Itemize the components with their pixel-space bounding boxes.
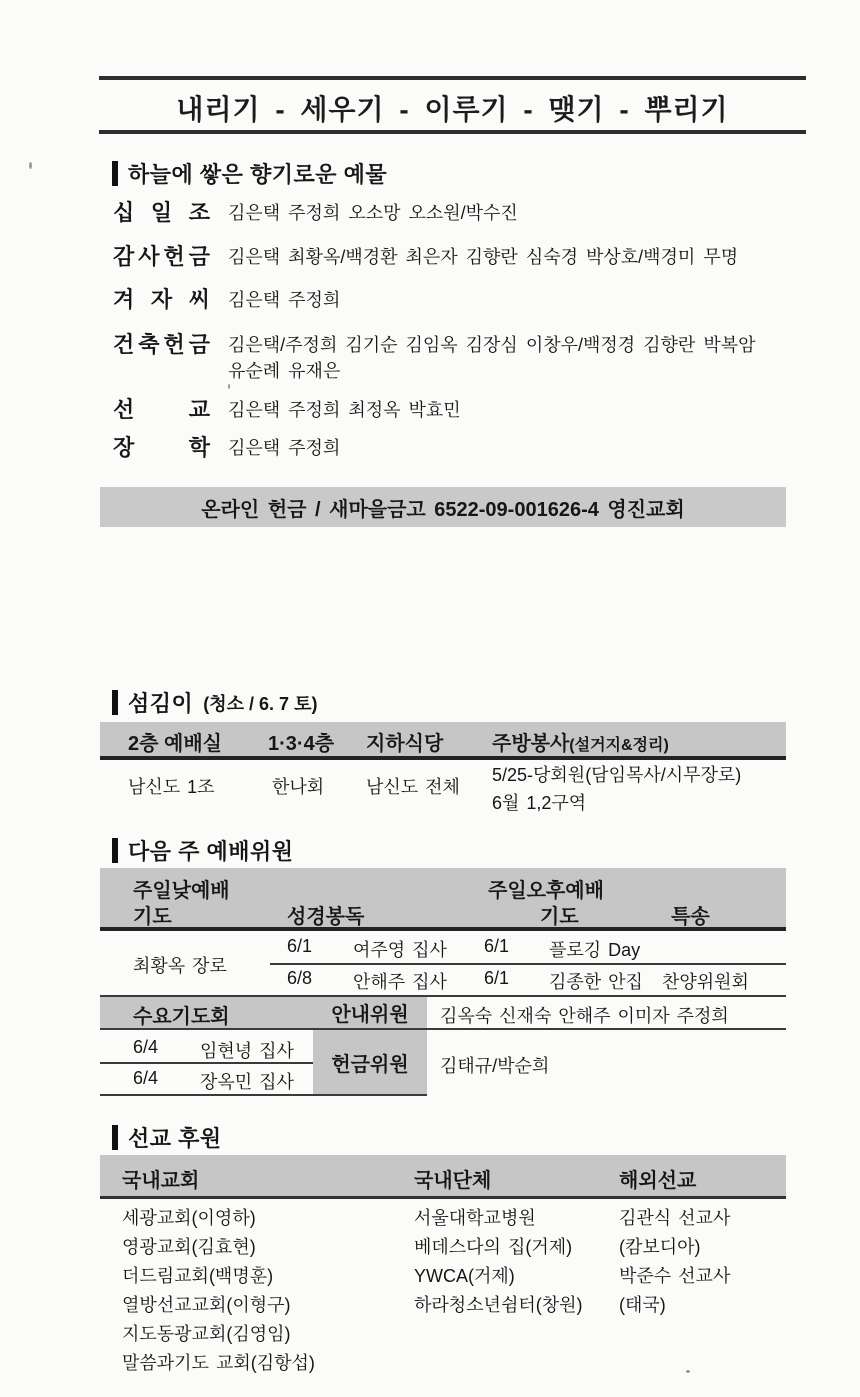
table-cell: 찬양위원회 — [662, 972, 749, 992]
table-cell: 장옥민 집사 — [200, 1072, 294, 1092]
table-cell: 6월 1,2구역 — [492, 793, 587, 813]
table-cell: 6/4 — [133, 1068, 159, 1088]
offering-label — [113, 200, 210, 226]
label-char: 금 — [188, 244, 210, 269]
table-cell: 남신도 1조 — [128, 777, 215, 797]
mission-table — [100, 1155, 786, 1385]
label-char: 헌 — [163, 244, 185, 269]
section-bar-icon — [112, 838, 118, 863]
label-char: 선 — [113, 397, 135, 422]
label-char: 자 — [150, 287, 173, 312]
column-header: 기도 — [133, 906, 172, 928]
column-header: 성경봉독 — [287, 906, 365, 928]
section-title: 다음 주 예배위원 — [128, 839, 294, 864]
row-divider — [270, 963, 786, 965]
section-bar-icon — [112, 161, 118, 186]
table-cell: 5/25-당회원(담임목사/시무장로) — [492, 765, 742, 785]
table-cell: 6/1 — [484, 968, 510, 988]
label-char: 금 — [188, 332, 210, 357]
table-cell: 하라청소년쉼터(창원) — [414, 1295, 583, 1315]
table-cell: YWCA(거제) — [414, 1266, 515, 1286]
scan-speck — [29, 162, 32, 169]
table-cell: 임현녕 집사 — [200, 1041, 294, 1061]
table-cell: 베데스다의 집(거제) — [414, 1237, 573, 1257]
table-cell: (태국) — [619, 1295, 666, 1315]
table-cell: 최황옥 장로 — [133, 956, 227, 976]
table-cell: 6/4 — [133, 1037, 159, 1057]
serving-table — [100, 722, 786, 832]
row-divider — [100, 1062, 313, 1064]
offering-value: 김은택 최황옥/백경환 최은자 김향란 심숙경 박상호/백경미 무명 — [228, 247, 739, 267]
table-cell: 한나회 — [272, 777, 325, 797]
worship-table — [100, 868, 786, 1100]
divider — [99, 76, 806, 80]
row-header: 안내위원 — [331, 1004, 409, 1026]
divider — [99, 130, 806, 134]
column-header: 1·3·4층 — [268, 733, 335, 755]
label-char: 씨 — [188, 287, 210, 312]
section-serving-heading — [112, 687, 317, 718]
section-title: 하늘에 쌓은 향기로운 예물 — [128, 162, 388, 187]
online-giving-banner: 온라인 헌금 / 새마을금고 6522-09-001626-4 영진교회 — [100, 487, 786, 527]
offering-value-line1: 김은택/주정희 김기순 김임옥 김장심 이창우/백정경 김향란 박복암 — [228, 335, 756, 355]
table-cell: 김관식 선교사 — [619, 1208, 731, 1228]
label-char: 겨 — [113, 287, 135, 312]
column-header — [492, 727, 669, 756]
label-char: 교 — [188, 397, 210, 422]
table-cell: 여주영 집사 — [353, 940, 447, 960]
row-divider — [100, 1094, 427, 1096]
label-char: 감 — [113, 244, 135, 269]
wednesday-header-cell — [100, 997, 313, 1028]
column-header: 해외선교 — [619, 1170, 697, 1192]
offering-label — [113, 332, 210, 358]
section-bar-icon — [112, 690, 118, 715]
section-title: 선교 후원 — [128, 1126, 222, 1151]
page-title: 내리기 - 세우기 - 이루기 - 맺기 - 뿌리기 — [176, 94, 729, 125]
row-header: 헌금위원 — [331, 1053, 409, 1076]
table-cell: 6/1 — [287, 936, 313, 956]
section-worship-heading — [112, 835, 294, 866]
column-header: 주일낮예배 — [133, 880, 230, 902]
offering-list — [100, 200, 805, 480]
section-offering-heading — [112, 158, 387, 189]
label-char: 장 — [113, 435, 135, 460]
table-cell: 지도동광교회(김영임) — [122, 1324, 291, 1344]
section-subtitle: (청소 / 6. 7 토) — [203, 693, 318, 714]
offering-value: 김은택 주정희 오소망 오소원/박수진 — [228, 203, 518, 223]
table-cell: 박준수 선교사 — [619, 1266, 731, 1286]
column-header: 2층 예배실 — [128, 733, 222, 755]
scan-speck — [228, 384, 230, 389]
label-char: 헌 — [163, 332, 185, 357]
table-cell: 말씀과기도 교회(김항섭) — [122, 1353, 315, 1373]
label-char: 축 — [138, 332, 160, 357]
worship-table-header — [100, 868, 786, 931]
offering-label — [113, 287, 210, 313]
offering-value — [228, 332, 803, 384]
offering-value: 김은택 주정희 — [228, 438, 341, 458]
scan-speck — [686, 1370, 690, 1373]
offering-value: 김은택 주정희 — [228, 290, 341, 310]
table-cell: 6/8 — [287, 968, 313, 988]
section-title: 섬김이 — [128, 691, 194, 716]
row-header: 수요기도회 — [133, 1006, 230, 1028]
row-divider — [100, 1028, 786, 1030]
column-header: 국내교회 — [122, 1170, 200, 1192]
column-header-small: (설거지&정리) — [569, 737, 669, 754]
table-cell: (캄보디아) — [619, 1237, 701, 1257]
label-char: 조 — [188, 200, 210, 225]
table-cell: 플로깅 Day — [549, 940, 641, 960]
section-mission-heading — [112, 1122, 222, 1153]
usher-header-cell — [313, 997, 427, 1028]
column-header-main: 주방봉사 — [492, 733, 570, 755]
table-cell: 열방선교교회(이형구) — [122, 1295, 291, 1315]
label-char: 십 — [113, 200, 135, 225]
table-cell: 영광교회(김효현) — [122, 1237, 256, 1257]
mission-table-header — [100, 1155, 786, 1199]
table-cell: 김옥숙 신재숙 안해주 이미자 주정희 — [440, 1006, 729, 1026]
label-char: 건 — [113, 332, 135, 357]
table-cell: 안해주 집사 — [353, 972, 447, 992]
column-header: 특송 — [671, 906, 710, 928]
serving-table-header — [100, 722, 786, 760]
table-cell: 더드림교회(백명훈) — [122, 1266, 274, 1286]
table-cell: 서울대학교병원 — [414, 1208, 536, 1228]
offering-label — [113, 397, 210, 423]
column-header: 주일오후예배 — [488, 880, 604, 902]
label-char: 일 — [150, 200, 173, 225]
column-header: 기도 — [540, 906, 579, 928]
label-char: 학 — [188, 435, 210, 460]
table-cell: 6/1 — [484, 936, 510, 956]
section-bar-icon — [112, 1125, 118, 1150]
label-char: 사 — [138, 244, 160, 269]
offering-value: 김은택 주정희 최정옥 박효민 — [228, 400, 461, 420]
column-header: 지하식당 — [366, 733, 444, 755]
table-cell: 남신도 전체 — [366, 777, 460, 797]
table-cell: 세광교회(이영하) — [122, 1208, 256, 1228]
column-header: 국내단체 — [414, 1170, 492, 1192]
offering-label — [113, 435, 210, 461]
offering-value-line2: 유순례 유재은 — [228, 361, 341, 381]
offering-committee-header-cell — [313, 1030, 427, 1094]
table-cell: 김태규/박순희 — [440, 1056, 550, 1076]
table-cell: 김종한 안집 — [549, 972, 643, 992]
offering-label — [113, 244, 210, 270]
